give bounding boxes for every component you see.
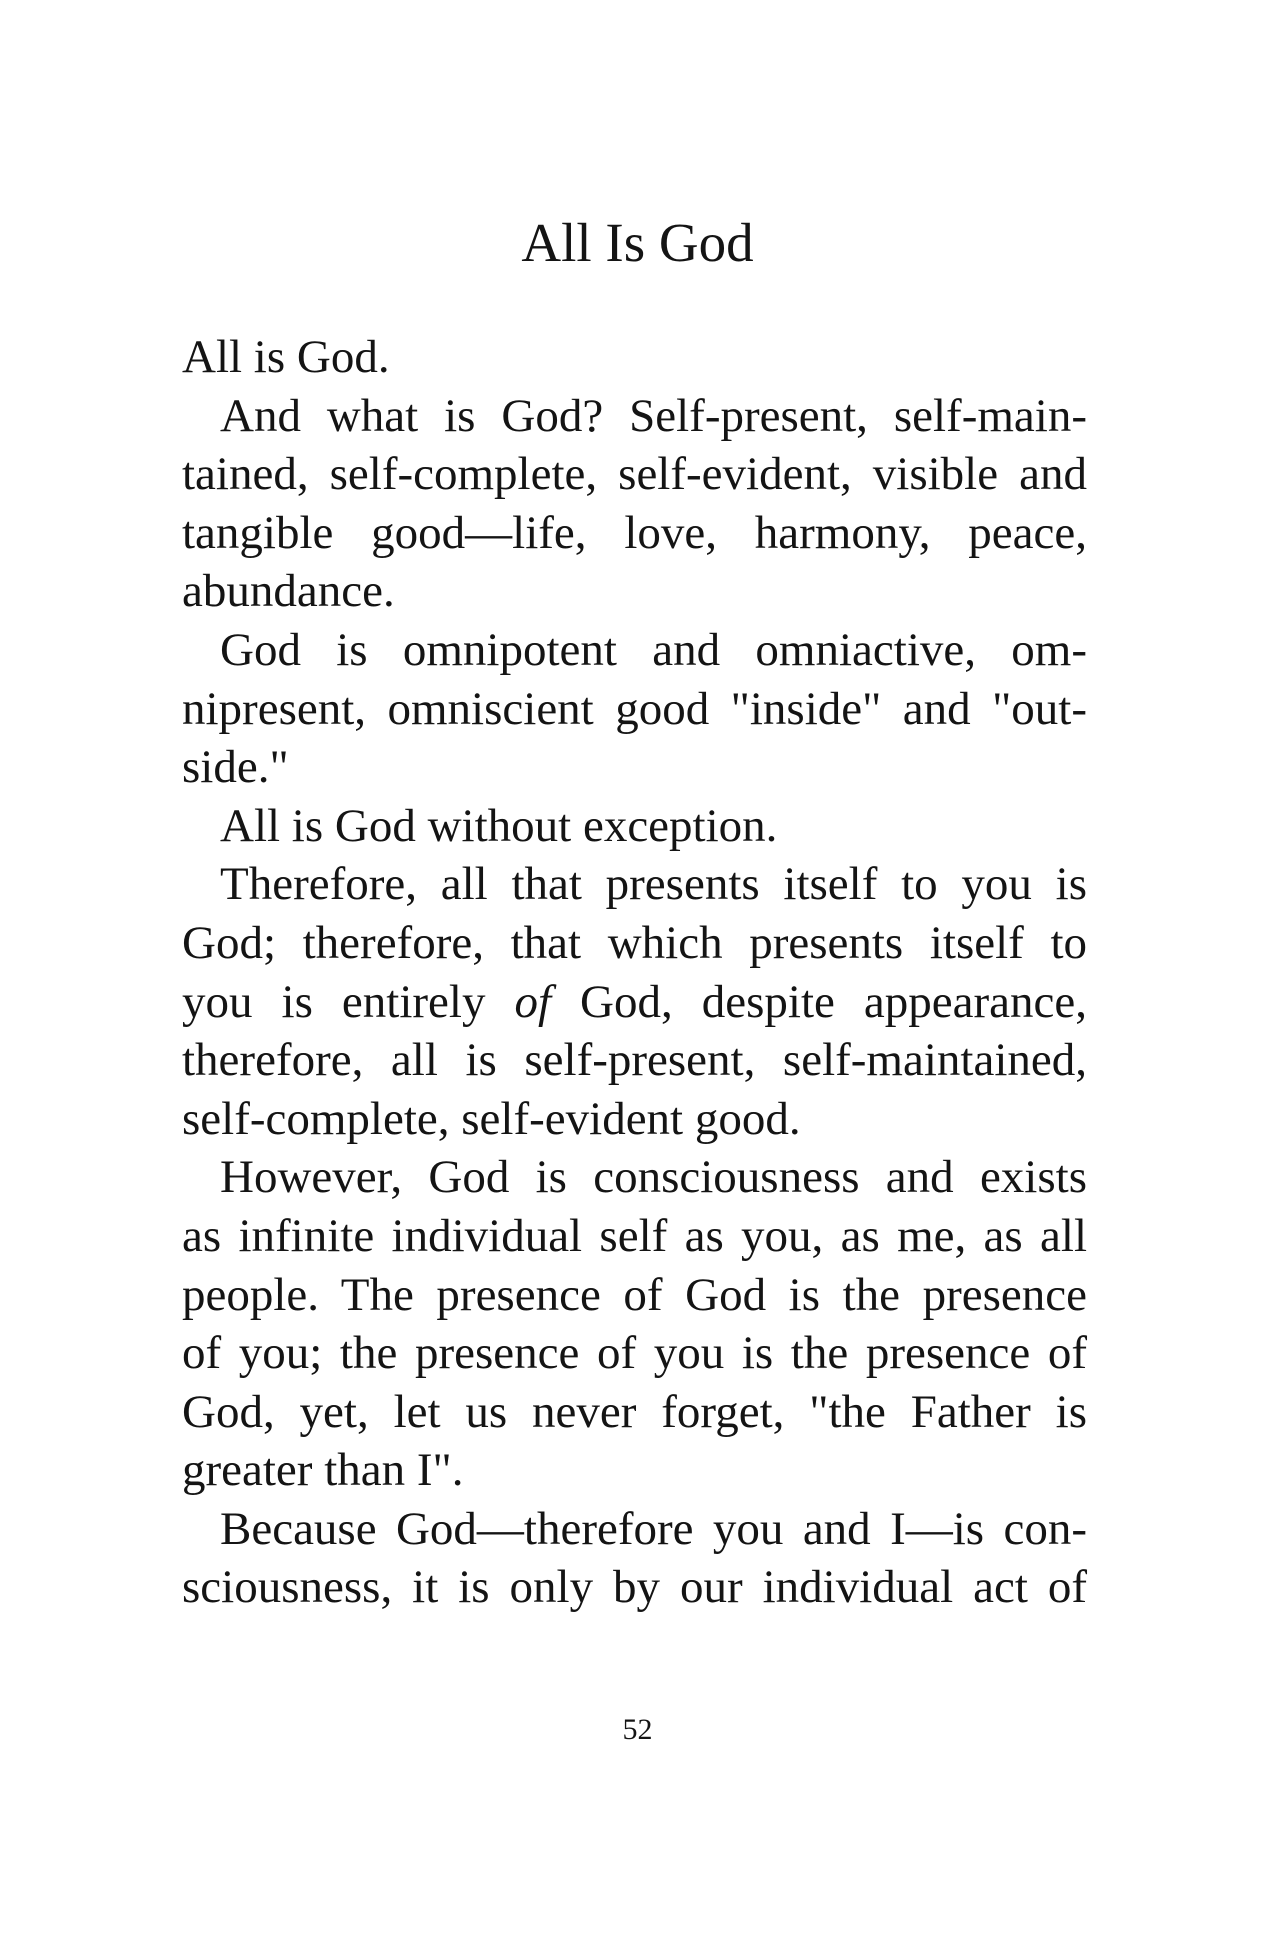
text-segment: And what is God? Self-present, self-main- bbox=[220, 389, 1087, 442]
text-line bbox=[182, 855, 1087, 914]
text-segment: However, God is consciousness and exists bbox=[220, 1151, 1087, 1204]
text-segment: God; therefore, that which presents itself to bbox=[182, 916, 1087, 969]
text-line bbox=[182, 1148, 1087, 1207]
body-text bbox=[182, 328, 1087, 1617]
text-line bbox=[182, 562, 1087, 621]
page-number: 52 bbox=[622, 1713, 653, 1746]
text-line bbox=[182, 1324, 1087, 1383]
text-line bbox=[182, 328, 1087, 387]
text-segment: All is God without exception. bbox=[220, 799, 778, 852]
text-segment: God, yet, let us never forget, "the Father is bbox=[182, 1385, 1087, 1438]
text-line bbox=[182, 1207, 1087, 1266]
text-line bbox=[182, 797, 1087, 856]
text-segment: greater than I". bbox=[182, 1444, 464, 1497]
paragraph bbox=[182, 1148, 1087, 1500]
paragraph bbox=[182, 621, 1087, 797]
paragraph bbox=[182, 855, 1087, 1148]
text-segment: Because God—therefore you and I—is con- bbox=[220, 1502, 1087, 1555]
text-segment: you is entirely bbox=[182, 975, 515, 1028]
text-line bbox=[182, 973, 1087, 1032]
text-segment: as infinite individual self as you, as me, as all bbox=[182, 1209, 1087, 1262]
text-segment: sciousness, it is only by our individual act of bbox=[182, 1561, 1087, 1614]
text-segment: abundance. bbox=[182, 565, 395, 618]
paragraph bbox=[182, 328, 1087, 387]
page-title: All Is God bbox=[521, 212, 754, 273]
text-line bbox=[182, 445, 1087, 504]
text-line bbox=[182, 387, 1087, 446]
text-line bbox=[182, 1558, 1087, 1617]
text-line bbox=[182, 1500, 1087, 1559]
text-line bbox=[182, 914, 1087, 973]
paragraph bbox=[182, 1500, 1087, 1617]
text-line bbox=[182, 621, 1087, 680]
text-segment: nipresent, omniscient good "inside" and "out- bbox=[182, 682, 1087, 735]
text-segment: tained, self-complete, self-evident, visible and bbox=[182, 448, 1087, 501]
text-segment: God is omnipotent and omniactive, om- bbox=[220, 623, 1087, 676]
text-line bbox=[182, 1090, 1087, 1149]
text-line bbox=[182, 680, 1087, 739]
text-line bbox=[182, 1383, 1087, 1442]
text-segment: therefore, all is self-present, self-maintained, bbox=[182, 1034, 1087, 1087]
text-line bbox=[182, 738, 1087, 797]
text-line bbox=[182, 1031, 1087, 1090]
text-segment: self-complete, self-evident good. bbox=[182, 1092, 801, 1145]
text-line bbox=[182, 1266, 1087, 1325]
text-segment: side." bbox=[182, 741, 289, 794]
text-segment: people. The presence of God is the presence bbox=[182, 1268, 1087, 1321]
paragraph bbox=[182, 797, 1087, 856]
text-line bbox=[182, 1441, 1087, 1500]
text-segment: All is God. bbox=[182, 331, 390, 383]
text-segment: tangible good—life, love, harmony, peace, bbox=[182, 506, 1087, 559]
text-segment: God, despite appearance, bbox=[551, 975, 1087, 1028]
italic-word: of bbox=[514, 975, 552, 1028]
text-segment: Therefore, all that presents itself to you is bbox=[220, 858, 1087, 911]
paragraph bbox=[182, 387, 1087, 621]
text-segment: of you; the presence of you is the presence of bbox=[182, 1327, 1087, 1380]
text-line bbox=[182, 504, 1087, 563]
